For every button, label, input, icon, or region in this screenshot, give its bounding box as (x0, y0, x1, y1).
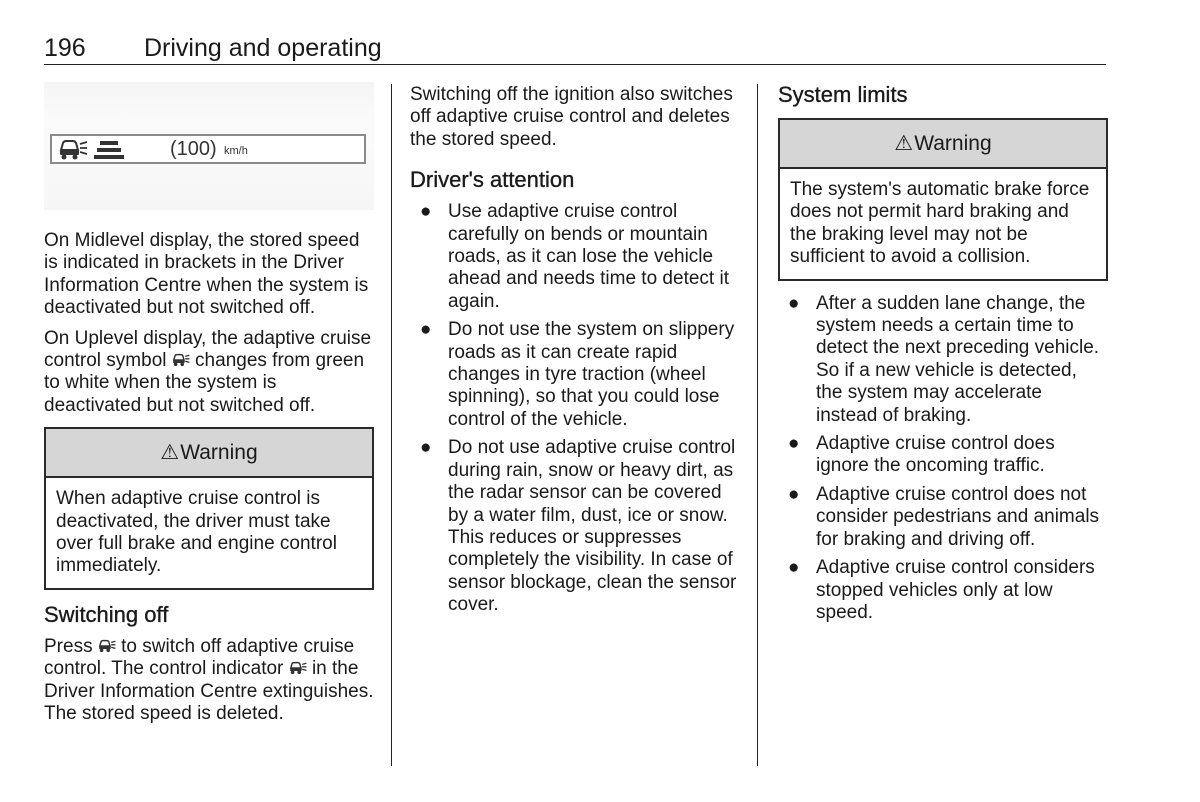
bullet-icon: ● (788, 292, 800, 314)
column-middle (410, 84, 742, 623)
list-item (410, 319, 742, 431)
section-heading: System limits (778, 82, 908, 107)
list-item-text: Adaptive cruise control does not consider pedestrians and animals for braking and driving off. (816, 483, 1100, 550)
list-item (410, 437, 742, 616)
column-divider (757, 84, 758, 766)
list-item (778, 433, 1108, 478)
text-span: changes from green to white when the system is deactivated but not switched off. (44, 350, 365, 416)
page-number: 196 (44, 34, 86, 62)
bullet-icon: ● (788, 433, 800, 455)
page-header (44, 34, 1106, 65)
warning-header (46, 429, 372, 478)
warning-text: The system's automatic brake force does not permit hard braking and the braking level may not be sufficient to avoid a collision. (790, 179, 1090, 268)
list-item-text: Do not use the system on slippery roads as it can create rapid changes in tyre traction (wheel spinning), so that you could lose control of the vehicle. (448, 319, 735, 430)
list-item-text: After a sudden lane change, the system needs a certain time to detect the next preceding vehicle. So if a new vehicle is detected, the system may accelerate instead of braking. (816, 292, 1100, 426)
warning-triangle-icon: ⚠ (894, 132, 914, 155)
paragraph (44, 636, 374, 726)
warning-text: When adaptive cruise control is deactivated, the driver must take over full brake and engine control immediately. (56, 488, 337, 577)
text-span: in the Driver Information Centre extinguishes. The stored speed is deleted. (44, 658, 374, 725)
driver-info-display (50, 134, 366, 164)
adaptive-cruise-control-icon (172, 353, 190, 367)
adaptive-cruise-control-icon (98, 639, 116, 653)
column-left (44, 82, 374, 734)
paragraph (44, 328, 374, 418)
bullet-icon: ● (788, 557, 800, 579)
bullet-icon: ● (788, 483, 800, 505)
speed-unit: km/h (224, 145, 248, 157)
bullet-icon: ● (420, 201, 432, 223)
warning-title: Warning (180, 441, 258, 465)
adaptive-cruise-control-icon (289, 661, 307, 675)
column-right (778, 82, 1108, 630)
bullet-icon: ● (420, 437, 432, 459)
list-item-text: Adaptive cruise control does ignore the oncoming traffic. (816, 433, 1055, 477)
list-item (410, 201, 742, 313)
list-item-text: Do not use adaptive cruise control during rain, snow or heavy dirt, as the radar sensor can be covered by a water film, dust, ice or snow. This reduces or suppresses completely the visibility. In case of sensor blockage, clean the sensor cover. (448, 437, 737, 616)
warning-triangle-icon: ⚠ (160, 441, 180, 465)
bullet-list (410, 201, 742, 616)
list-item (778, 293, 1108, 427)
display-illustration (44, 82, 374, 210)
page-title: Driving and operating (144, 34, 382, 62)
section-heading: Driver's attention (410, 167, 575, 193)
text-span: to switch off adaptive cruise control. The control indicator (44, 635, 355, 680)
warning-box (778, 118, 1108, 281)
list-item-text: Adaptive cruise control considers stopped vehicles only at low speed. (816, 557, 1095, 623)
paragraph: On Midlevel display, the stored speed is indicated in brackets in the Driver Information Centre when the system is deactivated but not switched off. (44, 230, 369, 319)
list-item (778, 557, 1108, 624)
warning-title: Warning (914, 132, 992, 155)
list-item (778, 484, 1108, 551)
text-span: On Uplevel display, the adaptive cruise control symbol (44, 327, 372, 372)
warning-header (780, 120, 1106, 169)
warning-box (44, 427, 374, 590)
bullet-list (778, 293, 1108, 625)
column-divider (391, 84, 392, 766)
section-heading: Switching off (44, 601, 169, 627)
distance-bars-icon (94, 140, 124, 160)
text-span: Press (44, 635, 98, 657)
list-item-text: Use adaptive cruise control carefully on bends or mountain roads, as it can lose the vehicle ahead and needs time to detect it again. (448, 201, 729, 312)
bullet-icon: ● (420, 319, 432, 341)
adaptive-cruise-control-icon (58, 139, 88, 161)
paragraph: Switching off the ignition also switches off adaptive cruise control and deletes the stored speed. (410, 84, 733, 150)
stored-speed-value: (100) (170, 138, 217, 160)
